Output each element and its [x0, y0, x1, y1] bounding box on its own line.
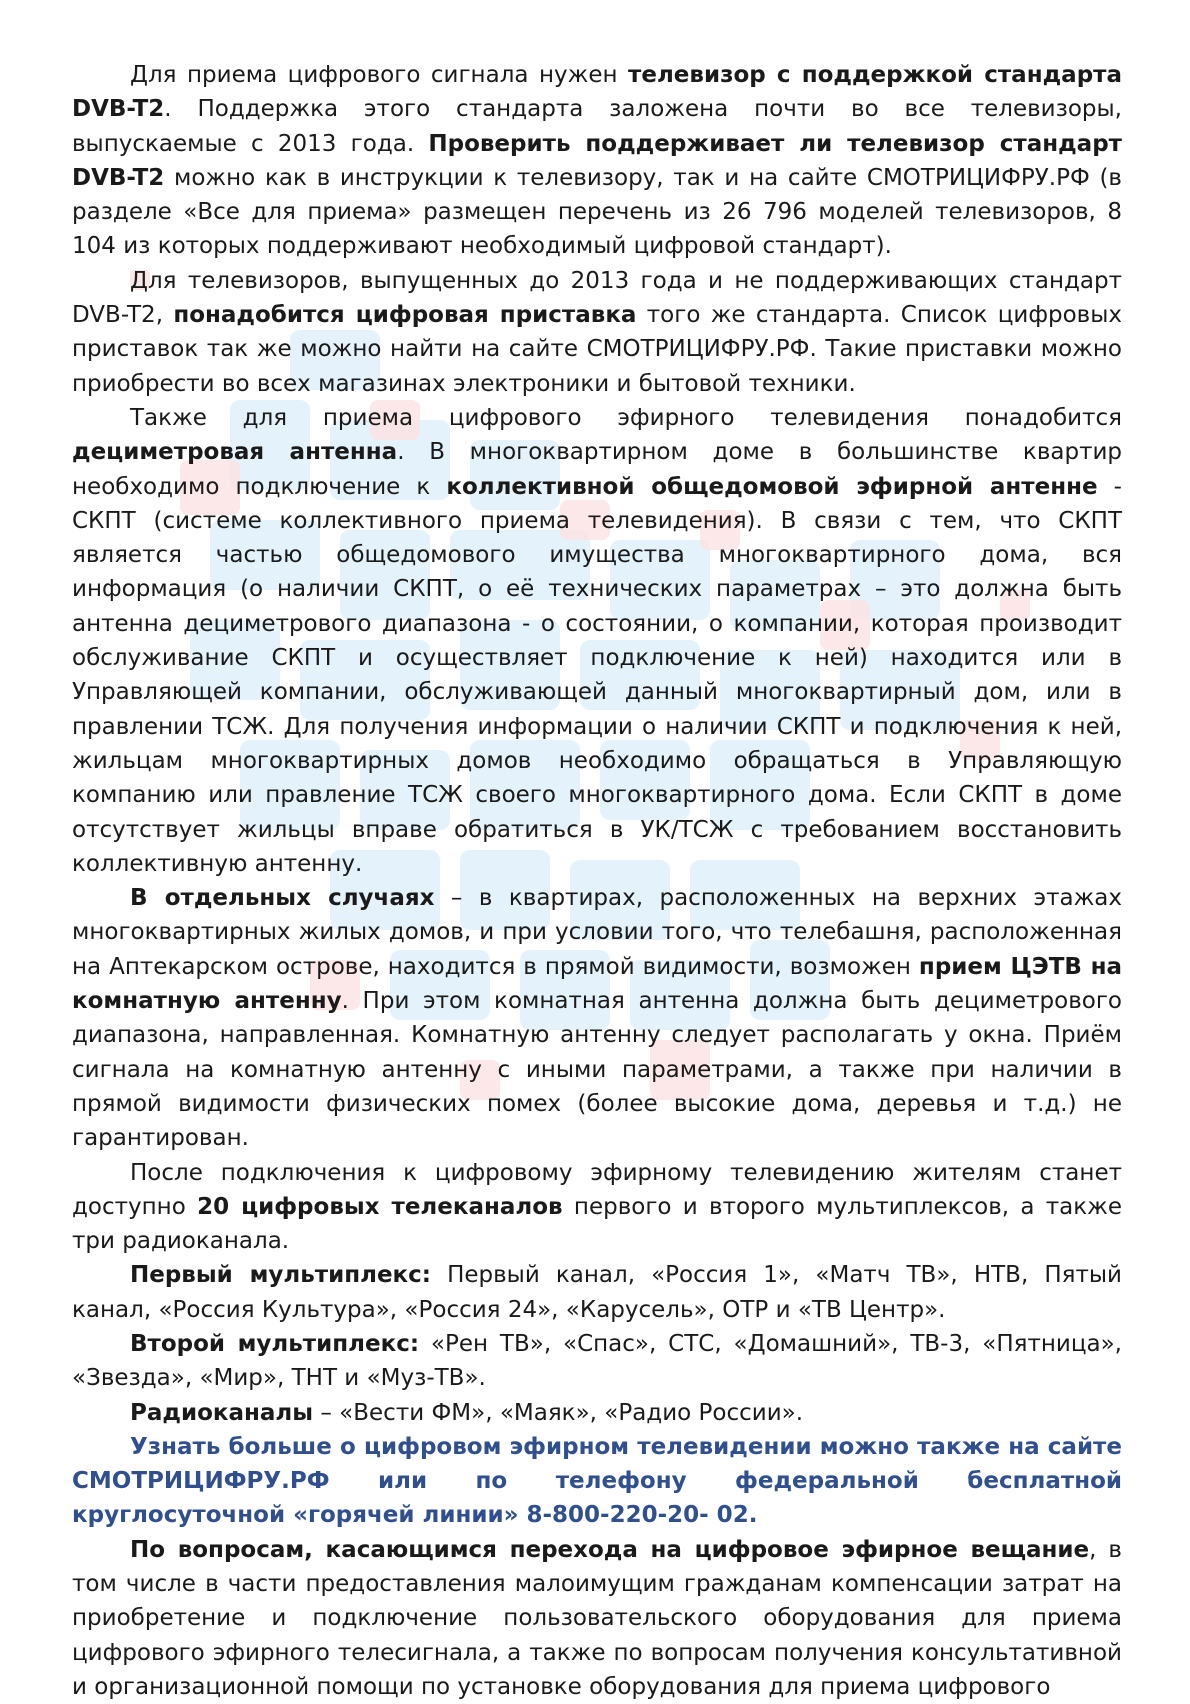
text-run: . В многоквартирном доме в большинстве квартир необходимо подключение к: [72, 439, 1123, 500]
text-run: того же стандарта. Список цифровых приставок так же можно найти на сайте СМОТРИЦИФРУ.РФ. Такие приставки можно приобрести во всех магазинах электроники и бытовой техники.: [72, 302, 1122, 397]
bold-text-run: Первый мультиплекс:: [130, 1262, 431, 1289]
bold-text-run: коллективной общедомовой эфирной антенне: [446, 473, 1098, 500]
paragraph-p7: [72, 1327, 1122, 1396]
bold-text-run: Проверить поддерживает ли телевизор стандарт DVB-T2: [72, 130, 1122, 191]
text-run: После подключения к цифровому эфирному телевидению жителям станет доступно: [72, 1159, 1122, 1220]
paragraph-p8: [72, 1396, 1122, 1430]
paragraph-p4: [72, 881, 1122, 1155]
text-run: первого и второго мультиплексов, а также три радиоканала.: [72, 1193, 1123, 1255]
bold-text-run: телевизор с поддержкой стандарта DVB-T2: [72, 62, 1123, 123]
paragraph-p3: [72, 401, 1122, 881]
paragraph-p6: [72, 1258, 1122, 1327]
bold-text-run: В отдельных случаях: [130, 885, 435, 912]
text-run: Также для приема цифрового эфирного телевидения понадобится: [130, 404, 1122, 431]
bold-text-run: 20 цифровых телеканалов: [197, 1193, 563, 1220]
bold-text-run: понадобится цифровая приставка: [173, 302, 637, 329]
text-run: Для приема цифрового сигнала нужен: [130, 62, 629, 88]
bold-text-run: прием ЦЭТВ на комнатную антенну: [72, 953, 1123, 1015]
text-run: - СКПТ (системе коллективного приема телевидения). В связи с тем, что СКПТ является частью общедомового имущества многоквартирного дома, вся информация (о наличии СКПТ, о её технических параметрах – это должна быть антенна дециметрового диапазона - о состоянии, о компании, которая производит обслуживание СКПТ и осуществляет подключение к ней) находится или в Управляющей компании, обслуживающей данный многоквартирный дом, или в правлении ТСЖ. Для получения информации о наличии СКПТ и подключения к ней, жильцам многоквартирных домов необходимо обращаться в Управляющую компанию или правление ТСЖ своего многоквартирного дома. Если СКПТ в доме отсутствует жильцы вправе обратиться в УК/ТСЖ с требованием восстановить коллективную антенну.: [72, 473, 1122, 877]
text-run: Первый канал, «Россия 1», «Матч ТВ», НТВ, Пятый канал, «Россия Культура», «Россия 24», «Карусель», ОТР и «ТВ Центр».: [72, 1262, 1122, 1323]
text-run: Для телевизоров, выпущенных до 2013 года и не поддерживающих стандарт DVB-T2,: [72, 267, 1122, 329]
bold-text-run: Радиоканалы: [130, 1399, 314, 1426]
text-run: . При этом комнатная антенна должна быть дециметрового диапазона, направленная. Комнатную антенну следует располагать у окна. Приём сигнала на комнатную антенну с иными параметрами, а также при наличии в прямой видимости физических помех (более высокие дома, деревья и т.д.) не гарантирован.: [72, 988, 1122, 1152]
bold-text-run: Второй мультиплекс:: [130, 1330, 420, 1357]
paragraph-p5: [72, 1156, 1122, 1259]
paragraph-p2: [72, 264, 1122, 401]
text-run: – в квартирах, расположенных на верхних этажах многоквартирных жилых домов, и при условии того, что телебашня, расположенная на Аптекарском острове, находится в прямой видимости, возможен: [72, 885, 1122, 980]
document-body: [72, 58, 1122, 1704]
paragraph-p10: [72, 1533, 1122, 1704]
text-run: , в том числе в части предоставления малоимущим гражданам компенсации затрат на приобретение и подключение пользовательского оборудования для приема цифрового эфирного телесигнала, а также по вопросам получения консультативной и организационной помощи по установке оборудования для приема цифрового: [72, 1536, 1122, 1700]
text-run: – «Вести ФМ», «Маяк», «Радио России».: [313, 1399, 804, 1426]
paragraph-p1: [72, 58, 1122, 264]
highlighted-text-run: Узнать больше о цифровом эфирном телевидении можно также на сайте СМОТРИЦИФРУ.РФ или по телефону федеральной бесплатной круглосуточной «горячей линии» 8-800-220-20- 02.: [72, 1433, 1122, 1529]
bold-text-run: По вопросам, касающимся перехода на цифровое эфирное вещание: [130, 1536, 1090, 1563]
paragraph-p9: [72, 1430, 1122, 1533]
text-run: можно как в инструкции к телевизору, так и на сайте СМОТРИЦИФРУ.РФ (в разделе «Все для приема» размещен перечень из 26 796 моделей телевизоров, 8 104 из которых поддерживают необходимый цифровой стандарт).: [72, 164, 1122, 260]
text-run: «Рен ТВ», «Спас», СТС, «Домашний», ТВ-3, «Пятница», «Звезда», «Мир», ТНТ и «Муз-ТВ».: [72, 1330, 1122, 1392]
text-run: . Поддержка этого стандарта заложена почти во все телевизоры, выпускаемые с 2013 года.: [72, 96, 1122, 157]
bold-text-run: дециметровая антенна: [72, 439, 398, 466]
